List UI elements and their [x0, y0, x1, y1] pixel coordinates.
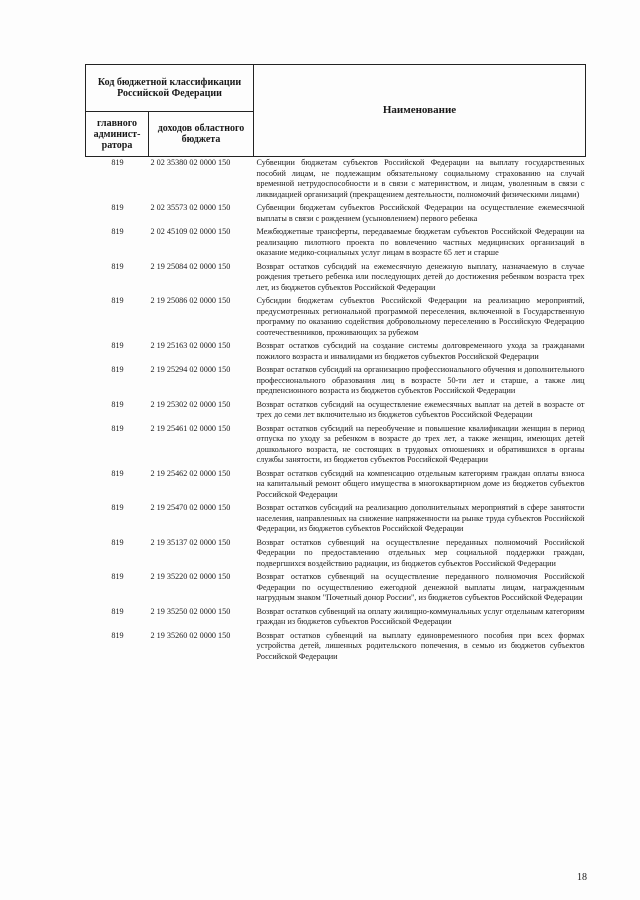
name-cell: Возврат остатков субсидий на переобучение и повышение квалификации женщин в период отпуска по уходу за ребенком в возрасте до трех лет, а также женщин, имеющих детей дошкольного возраста, не состоящих в трудовых отношениях и обратившихся в органы службы занятости, из бюджетов субъектов Российской Федерации: [256, 423, 585, 464]
table-row: [86, 571, 586, 606]
table-row: [86, 226, 586, 261]
name-cell: Субвенции бюджетам субъектов Российской Федерации на выплату государственных пособий лицам, не подлежащим обязательному социальному страхованию на случай временной нетрудоспособности и в связи с материнством, и лицам, уволенным в связи с ликвидацией организаций (прекращением деятельности, полномочий физическими лицами): [256, 158, 585, 199]
header-income: доходов областного бюджета: [149, 112, 254, 157]
header-name: Наименование: [254, 65, 586, 157]
name-cell: Возврат остатков субсидий на создание системы долговременного ухода за гражданами пожилого возраста и инвалидами из бюджетов субъектов Российской Федерации: [256, 341, 585, 361]
income-code-cell: 2 02 35380 02 0000 150: [150, 158, 231, 167]
admin-code-cell: 819: [111, 203, 124, 212]
table-row: [86, 468, 586, 503]
table-row: [86, 502, 586, 537]
income-code-cell: 2 02 35573 02 0000 150: [150, 203, 231, 212]
name-cell: Возврат остатков субвенций на осуществление переданного полномочия Российской Федерации по осуществлению ежегодной денежной выплаты лицам, награжденным нагрудным знаком "Почетный донор России", из бюджетов субъектов Российской Федерации: [256, 572, 585, 602]
name-cell: Возврат остатков субсидий на реализацию дополнительных мероприятий в сфере занятости населения, направленных на снижение напряженности на рынке труда субъектов Российской Федерации, из бюджетов субъектов Российской Федерации: [256, 503, 585, 533]
table-row: [86, 630, 586, 665]
table-row: [86, 537, 586, 572]
income-code-cell: 2 19 25302 02 0000 150: [150, 399, 231, 409]
table-row: [86, 606, 586, 630]
name-cell: Возврат остатков субсидий на организацию профессионального обучения и дополнительного профессионального образования лиц в возрасте 50-ти лет и старше, а также лиц предпенсионного возраста из бюджетов субъектов Российской Федерации: [256, 365, 585, 395]
table-row: [86, 157, 586, 203]
income-code-cell: 2 19 35220 02 0000 150: [150, 572, 231, 581]
admin-code-cell: 819: [111, 537, 124, 547]
name-cell: Возврат остатков субвенций на осуществление переданных полномочий Российской Федерации по предоставлению отдельных мер социальной поддержки граждан, подвергшихся воздействию радиации, из бюджетов субъектов Российской Федерации: [256, 537, 585, 568]
name-cell: Возврат остатков субвенций на оплату жилищно-коммунальных услуг отдельным категориям граждан из бюджетов субъектов Российской Федерации: [256, 606, 585, 626]
income-code-cell: 2 19 25163 02 0000 150: [150, 341, 231, 350]
income-code-cell: 2 19 25294 02 0000 150: [150, 365, 231, 374]
table-row: [86, 202, 586, 226]
table-header: [86, 65, 586, 157]
income-code-cell: 2 19 35260 02 0000 150: [150, 630, 231, 640]
income-code-cell: 2 19 25461 02 0000 150: [150, 423, 231, 433]
income-code-cell: 2 19 25462 02 0000 150: [150, 468, 231, 478]
name-cell: Возврат остатков субсидий на осуществление ежемесячных выплат на детей в возрасте от трех до семи лет включительно из бюджетов субъектов Российской Федерации: [256, 399, 585, 419]
table-row: [86, 364, 586, 399]
page-number: 18: [577, 872, 587, 883]
income-code-cell: 2 19 35137 02 0000 150: [150, 537, 231, 547]
table-row: [86, 261, 586, 296]
admin-code-cell: 819: [111, 227, 124, 236]
income-code-cell: 2 19 35250 02 0000 150: [150, 606, 231, 616]
admin-code-cell: 819: [111, 341, 124, 350]
income-code-cell: 2 02 45109 02 0000 150: [150, 227, 231, 236]
admin-code-cell: 819: [111, 399, 124, 409]
name-cell: Возврат остатков субсидий на ежемесячную денежную выплату, назначаемую в случае рождения третьего ребенка или последующих детей до достижения ребенком возраста трех лет, из бюджетов субъектов Российской Федерации: [256, 261, 585, 292]
table-row: [86, 340, 586, 364]
admin-code-cell: 819: [111, 365, 124, 374]
name-cell: Возврат остатков субсидий на компенсацию отдельным категориям граждан оплаты взноса на капитальный ремонт общего имущества в многоквартирном доме из бюджетов субъектов Российской Федерации: [256, 468, 585, 499]
table-row: [86, 295, 586, 340]
admin-code-cell: 819: [111, 423, 124, 433]
header-admin: главного админист-ратора: [86, 112, 149, 157]
admin-code-cell: 819: [111, 296, 124, 305]
admin-code-cell: 819: [111, 468, 124, 478]
income-code-cell: 2 19 25086 02 0000 150: [150, 296, 231, 305]
admin-code-cell: 819: [111, 606, 124, 616]
admin-code-cell: 819: [111, 630, 124, 640]
table-row: [86, 423, 586, 468]
budget-classification-table: [85, 64, 586, 664]
admin-code-cell: 819: [111, 261, 124, 271]
admin-code-cell: 819: [111, 158, 124, 167]
table-body: [86, 157, 586, 665]
name-cell: Возврат остатков субвенций на выплату единовременного пособия при всех формах устройства детей, лишенных родительского попечения, в семью из бюджетов субъектов Российской Федерации: [256, 630, 585, 661]
name-cell: Субсидии бюджетам субъектов Российской Федерации на реализацию мероприятий, предусмотренных региональной программой переселения, включенной в Государственную программу по оказанию содействия добровольному переселению в Российскую Федерацию соотечественников, проживающих за рубежом: [256, 296, 585, 337]
admin-code-cell: 819: [111, 503, 124, 512]
income-code-cell: 2 19 25470 02 0000 150: [150, 503, 231, 512]
header-group-label: Код бюджетной классификации Российской Федерации: [86, 65, 254, 112]
table-row: [86, 399, 586, 423]
admin-code-cell: 819: [111, 572, 124, 581]
name-cell: Межбюджетные трансферты, передаваемые бюджетам субъектов Российской Федерации на реализацию пилотного проекта по вовлечению частных медицинских организаций в оказание медико-социальных услуг лицам в возрасте 65 лет и старше: [256, 227, 585, 257]
name-cell: Субвенции бюджетам субъектов Российской Федерации на осуществление ежемесячной выплаты в связи с рождением (усыновлением) первого ребенка: [256, 203, 585, 223]
income-code-cell: 2 19 25084 02 0000 150: [150, 261, 231, 271]
